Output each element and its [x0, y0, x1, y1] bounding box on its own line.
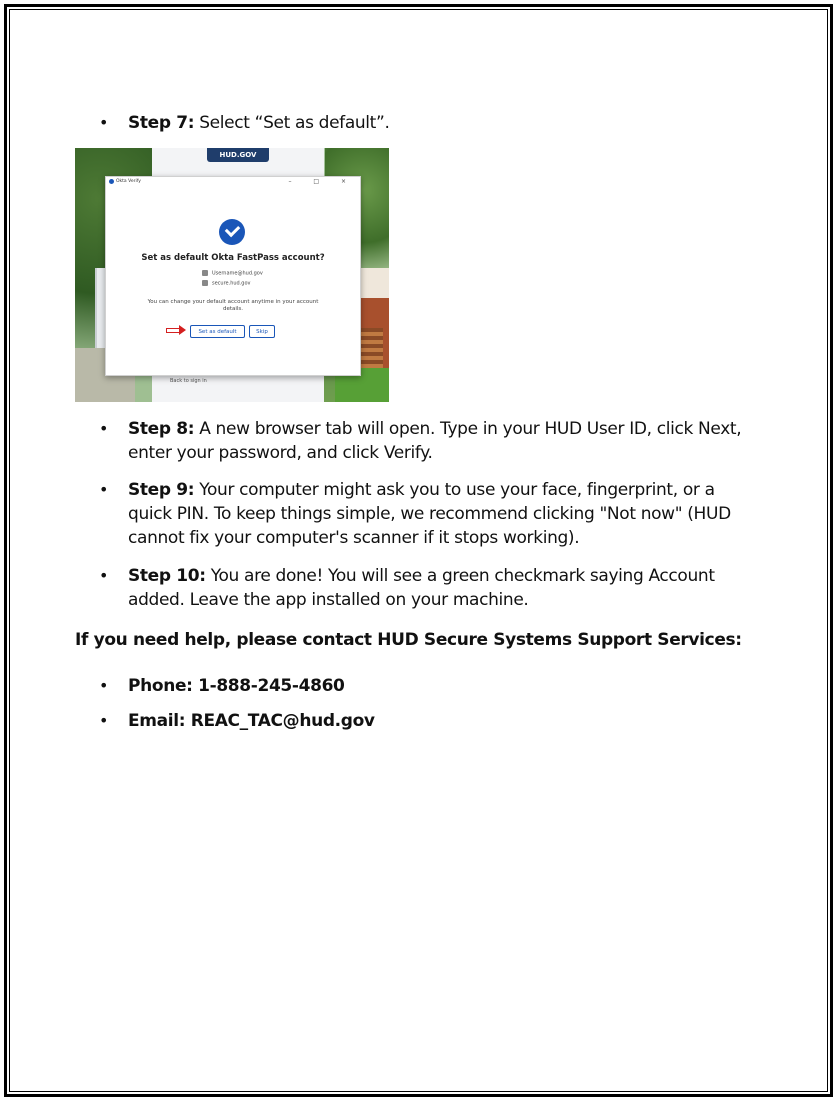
bullet-icon: • — [99, 711, 109, 730]
bullet-icon: • — [99, 113, 109, 132]
skip-button[interactable]: Skip — [249, 325, 275, 338]
bullet-icon: • — [99, 676, 109, 695]
step-8-item — [99, 417, 759, 465]
set-as-default-button[interactable]: Set as default — [190, 325, 245, 338]
dialog-heading: Set as default Okta FastPass account? — [141, 253, 325, 263]
email-item — [99, 709, 759, 733]
back-to-sign-in-link[interactable]: Back to sign in — [170, 378, 207, 384]
username-row — [202, 270, 263, 277]
username-text: Username@hud.gov — [212, 270, 263, 277]
step-9-label: Step 9: — [128, 480, 195, 500]
dialog-note: You can change your default account anytime in your account details. — [147, 299, 319, 312]
bullet-icon: • — [99, 480, 109, 499]
okta-check-icon — [219, 219, 245, 245]
window-title: Okta Verify — [116, 179, 141, 184]
domain-text: secure.hud.gov — [212, 280, 251, 287]
step-8-text: A new browser tab will open. Type in your HUD User ID, click Next, enter your password, and click Verify. — [128, 419, 742, 463]
okta-app-icon — [109, 179, 114, 184]
step-8-label: Step 8: — [128, 419, 195, 439]
step-10-label: Step 10: — [128, 566, 206, 586]
step-9-text: Your computer might ask you to use your face, fingerprint, or a quick PIN. To keep things simple, we recommend clicking "Not now" (HUD cannot fix your computer's scanner if it stops working). — [128, 480, 731, 548]
background-stairs — [361, 328, 383, 368]
okta-verify-screenshot — [75, 148, 389, 402]
phone-text: Phone: 1-888-245-4860 — [128, 676, 345, 696]
bullet-icon: • — [99, 566, 109, 585]
step-7-item — [99, 111, 759, 135]
step-7-label: Step 7: — [128, 113, 195, 133]
email-text[interactable]: Email: REAC_TAC@hud.gov — [128, 711, 375, 731]
okta-verify-dialog — [105, 176, 361, 376]
hud-banner: HUD.GOV — [207, 148, 269, 162]
step-7-text: Select “Set as default”. — [194, 113, 390, 133]
dialog-titlebar — [106, 177, 360, 187]
phone-item — [99, 674, 759, 698]
user-icon — [202, 270, 208, 276]
help-heading: If you need help, please contact HUD Secure Systems Support Services: — [75, 630, 742, 650]
step-10-item — [99, 564, 759, 612]
bullet-icon: • — [99, 419, 109, 438]
domain-row — [202, 280, 251, 287]
window-controls[interactable]: – □ × — [288, 178, 356, 185]
domain-icon — [202, 280, 208, 286]
step-9-item — [99, 478, 759, 550]
step-10-text: You are done! You will see a green checkmark saying Account added. Leave the app installed on your machine. — [128, 566, 715, 610]
red-arrow-icon — [166, 328, 180, 333]
